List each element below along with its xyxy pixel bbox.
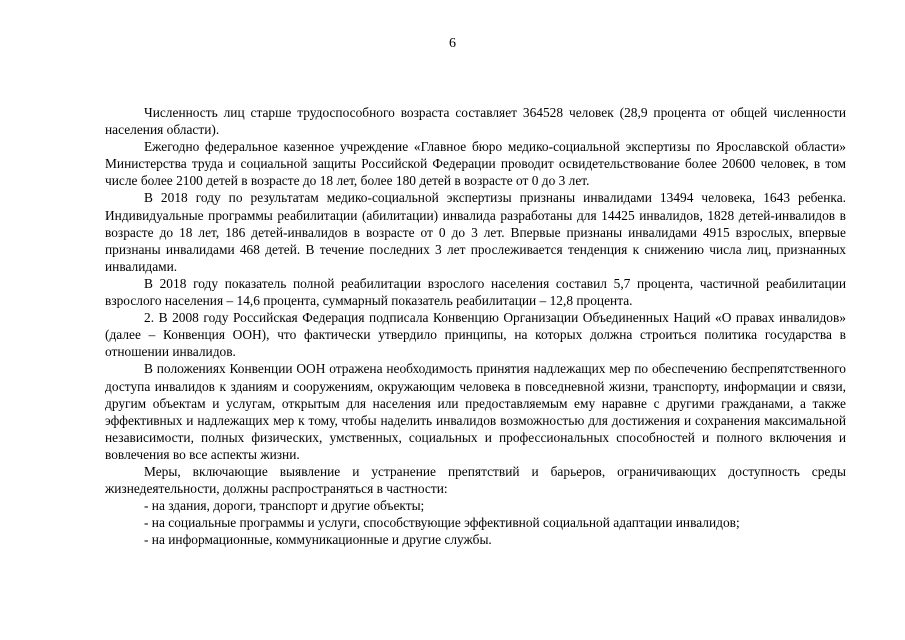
list-item-buildings: - на здания, дороги, транспорт и другие объекты; [144, 498, 425, 514]
paragraph-barrier-measures: Меры, включающие выявление и устранение препятствий и барьеров, ограничивающих доступность среды жизнедеятельности, должны распространяться в частности: [105, 463, 846, 497]
list-item-social-programs: - на социальные программы и услуги, способствующие эффективной социальной адаптации инвалидов; [144, 515, 740, 531]
document-body [105, 104, 846, 548]
page-number: 6 [449, 36, 456, 51]
paragraph-elderly-population: Численность лиц старше трудоспособного возраста составляет 364528 человек (28,9 процента от общей численности населения области). [105, 105, 846, 138]
paragraph-medical-bureau: Ежегодно федеральное казенное учреждение «Главное бюро медико-социальной экспертизы по Ярославской области» Министерства труда и социальной защиты Российской Федерации проводит освидетельствование более 20600 человек, в том числе более 2100 детей в возрасте до 18 лет, более 180 детей в возрасте от 0 до 3 лет. [105, 139, 846, 189]
paragraph-convention-provisions: В положениях Конвенции ООН отражена необходимость принятия надлежащих мер по обеспечению беспрепятственного доступа инвалидов к зданиям и сооружениям, окружающим человека в повседневной жизни, транспорту, информации и связи, другим объектам и услугам, открытым для населения или предоставляемым ему наравне с другими гражданами, а также эффективных и надлежащих мер к тому, чтобы наделить инвалидов возможностью для достижения и сохранения максимальной независимости, полных физических, умственных, социальных и профессиональных способностей и полного включения и вовлечения во все аспекты жизни. [105, 361, 846, 462]
paragraph-disability-statistics: В 2018 году по результатам медико-социальной экспертизы признаны инвалидами 13494 человека, 1643 ребенка. Индивидуальные программы реабилитации (абилитации) инвалида разработаны для 14425 инвалидов, 1828 детей-инвалидов в возрасте до 18 лет, 186 детей-инвалидов в возрасте от 0 до 3 лет. Впервые признаны инвалидами 4915 взрослых, впервые признаны инвалидами 468 детей. В течение последних 3 лет прослеживается тенденция к снижению числа лиц, признанных инвалидами. [105, 190, 846, 274]
paragraph-un-convention: 2. В 2008 году Российская Федерация подписала Конвенцию Организации Объединенных Наций «О правах инвалидов» (далее – Конвенция ООН), что фактически утвердило принципы, на которых должна строиться политика государства в отношении инвалидов. [105, 310, 846, 360]
paragraph-rehabilitation-rates: В 2018 году показатель полной реабилитации взрослого населения составил 5,7 процента, частичной реабилитации взрослого населения – 14,6 процента, суммарный показатель реабилитации – 12,8 процента. [105, 275, 846, 309]
list-item-information-services: - на информационные, коммуникационные и другие службы. [144, 532, 492, 548]
